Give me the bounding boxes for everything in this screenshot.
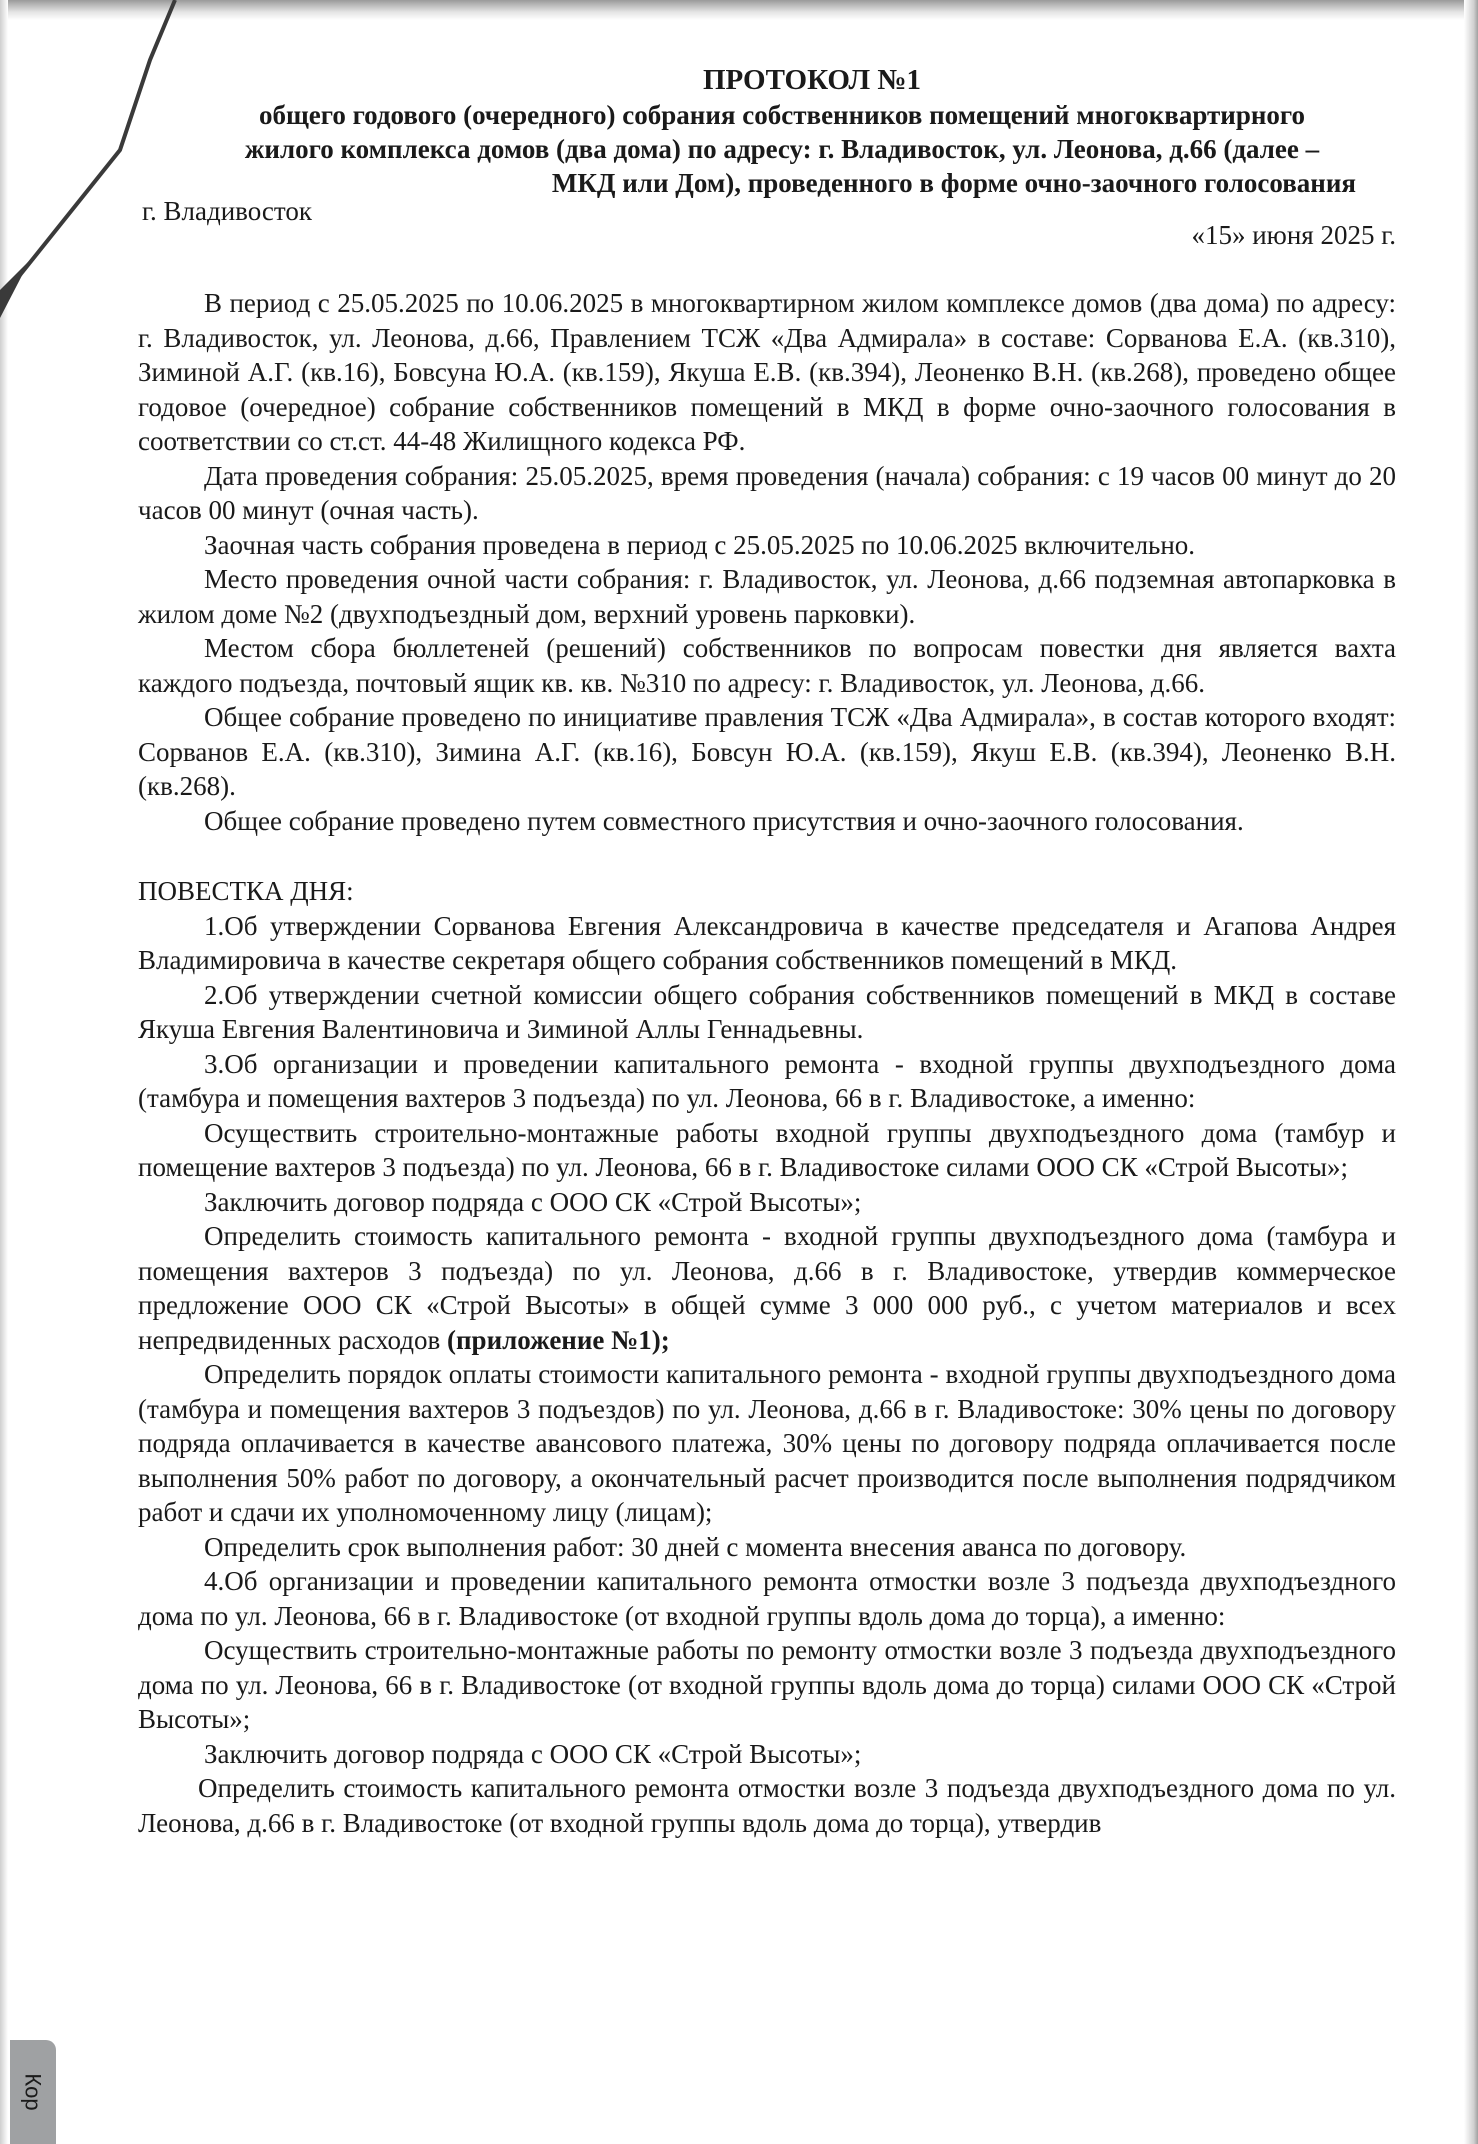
agenda-item-cost xyxy=(138,1219,1396,1357)
intro-paragraph: Место проведения очной части собрания: г. Владивосток, ул. Леонова, д.66 подземная автопарковка в жилом доме №2 (двухподъездный дом, верхний уровень парковки). xyxy=(138,564,1396,629)
scan-edge-top xyxy=(0,0,1478,20)
intro-paragraph: Общее собрание проведено путем совместного присутствия и очно-заочного голосования. xyxy=(204,805,1244,836)
agenda-item: Заключить договор подряда с ООО СК «Строй Высоты»; xyxy=(204,1738,862,1769)
agenda-item: Определить стоимость капитального ремонта отмостки возле 3 подъезда двухподъездного дома по ул. Леонова, д.66 в г. Владивостоке (от входной группы вдоль дома до торца), утвердив xyxy=(138,1773,1396,1838)
subtitle-line: МКД или Дом), проведенного в форме очно-заочного голосования xyxy=(551,168,1356,198)
place-date-row xyxy=(138,194,1396,250)
agenda-heading: ПОВЕСТКА ДНЯ: xyxy=(138,876,354,906)
agenda-item: Определить срок выполнения работ: 30 дней с момента внесения аванса по договору. xyxy=(204,1531,1187,1562)
intro-paragraph: В период с 25.05.2025 по 10.06.2025 в многоквартирном жилом комплексе домов (два дома) по адресу: г. Владивосток, ул. Леонова, д.66, Правлением ТСЖ «Два Адмирала» в составе: Сорванова Е.А. (кв.310), Зиминой А.Г. (кв.16), Бовсуна Ю.А. (кв.159), Якуша Е.В. (кв.394), Леоненко В.Н. (кв.268), проведено общее годовое (очередное) собрание собственников помещений в МКД в форме очно-заочного голосования в соответствии со ст.ст. 44-48 Жилищного кодекса РФ. xyxy=(138,288,1396,456)
agenda-item: 4.Об организации и проведении капитального ремонта отмостки возле 3 подъезда двухподъездного дома по ул. Леонова, 66 в г. Владивостоке (от входной группы вдоль дома до торца), а именно: xyxy=(138,1566,1396,1631)
document-title: ПРОТОКОЛ №1 xyxy=(702,64,922,96)
document-subtitle xyxy=(168,98,1396,200)
intro-paragraph: Общее собрание проведено по инициативе правления ТСЖ «Два Адмирала», в состав которого входят: Сорванов Е.А. (кв.310), Зимина А.Г. (кв.16), Бовсун Ю.А. (кв.159), Якуш Е.В. (кв.394), Леоненко В.Н. (кв.268). xyxy=(138,702,1396,801)
agenda-item: Заключить договор подряда с ООО СК «Строй Высоты»; xyxy=(204,1186,862,1217)
intro-paragraph: Дата проведения собрания: 25.05.2025, время проведения (начала) собрания: с 19 часов 00 минут до 20 часов 00 минут (очная часть). xyxy=(138,460,1396,525)
intro-paragraph: Заочная часть собрания проведена в период с 25.05.2025 по 10.06.2025 включительно. xyxy=(204,529,1196,560)
agenda-cost-text: Определить стоимость капитального ремонта - входной группы двухподъездного дома (тамбура и помещения вахтеров 3 подъезда) по ул. Леонова, д.66 в г. Владивостоке, утвердив коммерческое предложение ООО СК «Строй Высоты» в общей сумме 3 000 000 руб., с учетом материалов и всех непредвиденных расходов xyxy=(138,1221,1396,1355)
agenda-item: 3.Об организации и проведении капитального ремонта - входной группы двухподъездного дома (тамбура и помещения вахтеров 3 подъезда) по ул. Леонова, 66 в г. Владивостоке, а именно: xyxy=(138,1048,1396,1113)
agenda-item: Осуществить строительно-монтажные работы входной группы двухподъездного дома (тамбур и помещение вахтеров 3 подъезда) по ул. Леонова, 66 в г. Владивостоке силами ООО СК «Строй Высоты»; xyxy=(138,1117,1396,1182)
document-date: «15» июня 2025 г. xyxy=(1191,220,1396,250)
document-city: г. Владивосток xyxy=(142,196,312,226)
side-tab[interactable] xyxy=(10,2040,56,2144)
agenda-item: Осуществить строительно-монтажные работы по ремонту отмостки возле 3 подъезда двухподъездного дома по ул. Леонова, 66 в г. Владивостоке (от входной группы вдоль дома до торца) силами ООО СК «Строй Высоты»; xyxy=(138,1635,1396,1734)
agenda-item: 1.Об утверждении Сорванова Евгения Александровича в качестве председателя и Агапова Андрея Владимировича в качестве секретаря общего собрания собственников помещений в МКД. xyxy=(138,910,1396,975)
document-page xyxy=(138,62,1396,1840)
side-tab-label: Кор xyxy=(20,2073,46,2111)
agenda-item: Определить порядок оплаты стоимости капитального ремонта - входной группы двухподъездного дома (тамбура и помещения вахтеров 3 подъездов) по ул. Леонова, д.66 в г. Владивостоке: 30% цены по договору подряда оплачивается в качестве авансового платежа, 30% цены по договору подряда оплачивается после выполнения 50% работ по договору, а окончательный расчет производится после выполнения подрядчиком работ и сдачи их уполномоченному лицу (лицам); xyxy=(138,1359,1396,1527)
intro-paragraph: Местом сбора бюллетеней (решений) собственников по вопросам повестки дня является вахта каждого подъезда, почтовый ящик кв. кв. №310 по адресу: г. Владивосток, ул. Леонова, д.66. xyxy=(138,633,1396,698)
subtitle-line: жилого комплекса домов (два дома) по адресу: г. Владивосток, ул. Леонова, д.66 (далее – xyxy=(244,134,1320,164)
subtitle-line: общего годового (очередного) собрания собственников помещений многоквартирного xyxy=(258,100,1306,130)
scan-edge-right xyxy=(1464,0,1478,2144)
appendix-reference: (приложение №1); xyxy=(447,1324,670,1355)
scan-edge-left xyxy=(0,0,8,2144)
agenda-item: 2.Об утверждении счетной комиссии общего собрания собственников помещений в МКД в составе Якуша Евгения Валентиновича и Зиминой Аллы Геннадьевны. xyxy=(138,979,1396,1044)
